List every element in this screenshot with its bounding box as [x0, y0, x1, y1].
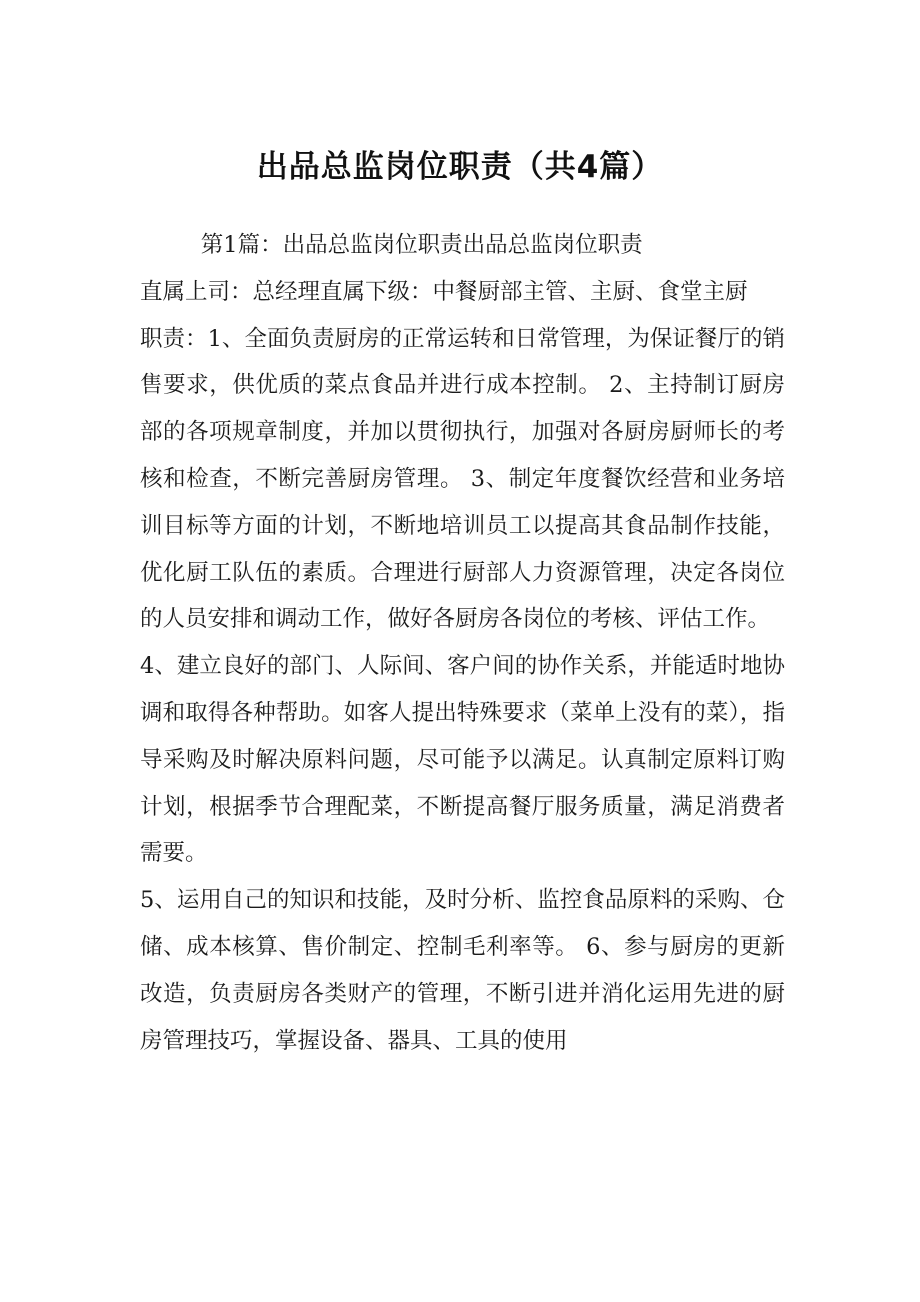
paragraph-supervisor: 直属上司：总经理直属下级：中餐厨部主管、主厨、食堂主厨	[140, 278, 748, 305]
paragraph-duties-1-3: 职责：1、全面负责厨房的正常运转和日常管理，为保证餐厅的销售要求，供优质的菜点食品并进行成本控制。 2、主持制订厨房部的各项规章制度，并加以贯彻执行，加强对各厨房厨师长的考核和检查，不断完善厨房管理。 3、制定年度餐饮经营和业务培训目标等方面的计划，不断地培训员工以提高其食品制作技能，优化厨工队伍的素质。合理进行厨部人力资源管理，决定各岗位的人员安排和调动工作，做好各厨房各岗位的考核、评估工作。	[140, 325, 785, 633]
document-body	[140, 222, 785, 1064]
document-title: 出品总监岗位职责（共4篇）	[256, 149, 664, 185]
paragraph-duties-5-6: 5、运用自己的知识和技能，及时分析、监控食品原料的采购、仓储、成本核算、售价制定、控制毛利率等。 6、参与厨房的更新改造，负责厨房各类财产的管理，不断引进并消化运用先进的厨房管理技巧，掌握设备、器具、工具的使用	[140, 887, 785, 1054]
paragraph-duty-4: 4、建立良好的部门、人际间、客户间的协作关系，并能适时地协调和取得各种帮助。如客人提出特殊要求（菜单上没有的菜），指导采购及时解决原料问题，尽可能予以满足。认真制定原料订购计划，根据季节合理配菜，不断提高餐厅服务质量，满足消费者需要。	[140, 653, 785, 867]
section-subheading: 第1篇：出品总监岗位职责出品总监岗位职责	[200, 232, 643, 258]
